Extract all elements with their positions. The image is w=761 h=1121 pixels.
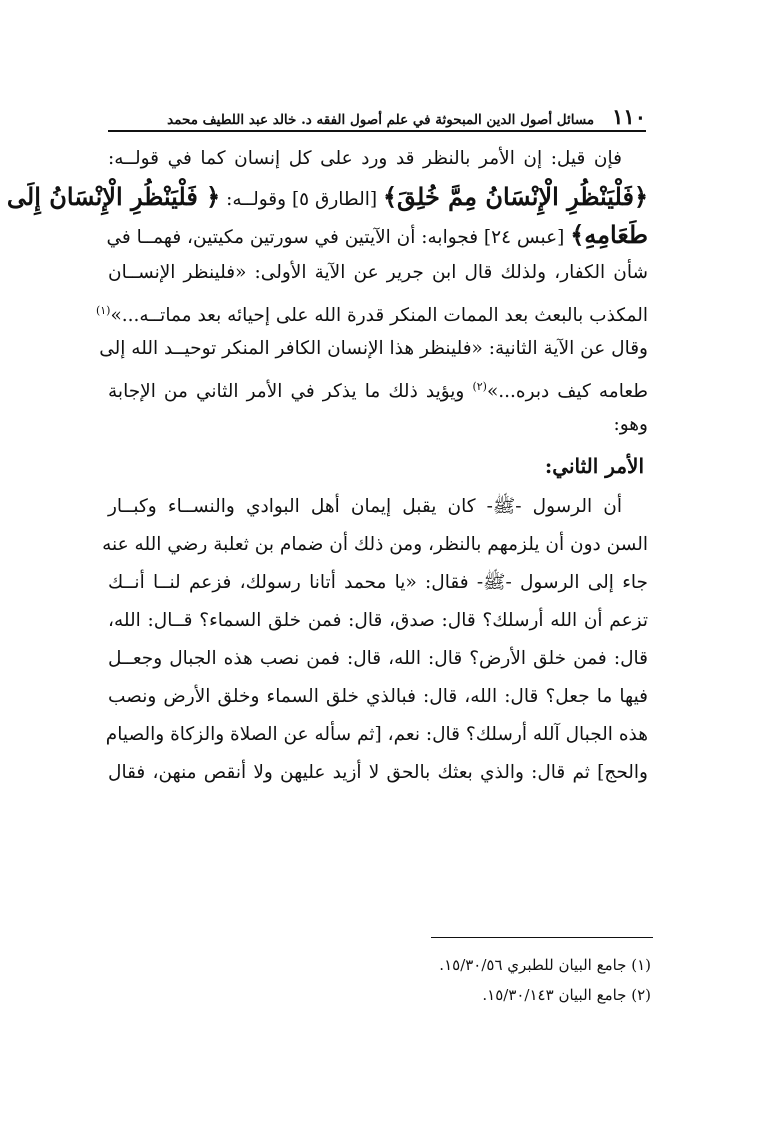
text-line: وقال عن الآية الثانية: «فلينظر هذا الإنسان الكافر المنكر توحيــد الله إلى (99, 338, 648, 359)
text-segment: [الطارق ٥] وقولــه: (220, 189, 383, 210)
text-segment: طعامه كيف دبره...» (486, 381, 648, 403)
footnote-ref: (٢) (472, 380, 487, 393)
text-line: والحج] ثم قال: والذي بعثك بالحق لا أزيد عليهن ولا أنقص منهن، فقال (108, 762, 648, 783)
text-line (108, 216, 648, 254)
text-line (6, 178, 648, 216)
section-heading: الأمر الثاني: (544, 454, 644, 478)
header-rule (108, 130, 646, 132)
text-segment: ويؤيد ذلك ما يذكر في الأمر الثاني من الإجابة (108, 381, 473, 403)
body-text (6, 140, 648, 792)
quran-verse: ﴿فَلْيَنْظُرِ الْإِنْسَانُ مِمَّ خُلِقَ﴾ (382, 182, 648, 211)
text-line: جاء إلى الرسول -ﷺ- فقال: «يا محمد أتانا رسولك، فزعم لنــا أنــك (108, 572, 648, 593)
footnote: (١) جامع البيان للطبري ١٥/٣٠/٥٦. (439, 956, 651, 974)
header-title: مسائل أصول الدين المبحوثة في علم أصول الفقه د. خالد عبد اللطيف محمد (167, 112, 595, 128)
text-line (95, 292, 648, 330)
footnote-ref: (١) (95, 304, 111, 317)
text-line: قال: فمن خلق الأرض؟ قال: الله، قال: فمن نصب هذه الجبال وجعــل (108, 648, 648, 669)
text-segment: المكذب بالبعث بعد الممات المنكر قدرة الله على إحيائه بعد مماتــه...» (110, 305, 648, 327)
text-line: وهو: (613, 414, 648, 435)
text-line: تزعم أن الله أرسلك؟ قال: صدق، قال: فمن خلق السماء؟ قــال: الله، (108, 610, 648, 631)
footnotes (111, 950, 651, 1010)
text-line: هذه الجبال آلله أرسلك؟ قال: نعم، [ثم سأله عن الصلاة والزكاة والصيام (105, 724, 648, 745)
footnote-rule (431, 937, 653, 938)
text-line: فيها ما جعل؟ قال: الله، قال: فبالذي خلق السماء وخلق الأرض ونصب (108, 686, 648, 707)
text-segment: [عبس ٢٤] فجوابه: أن الآيتين في سورتين مكيتين، فهمــا في (106, 227, 571, 248)
page-number: ١١٠ (612, 104, 646, 129)
text-line: أن الرسول -ﷺ- كان يقبل إيمان أهل البوادي والنســاء وكبــار (108, 496, 622, 517)
quran-verse: ﴿ فَلْيَنْظُرِ الْإِنْسَانُ إِلَى (6, 182, 221, 211)
text-line: السن دون أن يلزمهم بالنظر، ومن ذلك أن ضمام بن ثعلبة رضي الله عنه (102, 534, 648, 555)
footnote: (٢) جامع البيان ١٥/٣٠/١٤٣. (482, 986, 651, 1004)
text-line (108, 368, 648, 406)
text-line: شأن الكفار، ولذلك قال ابن جرير عن الآية الأولى: «فلينظر الإنســان (108, 262, 648, 283)
text-line: فإن قيل: إن الأمر بالنظر قد ورد على كل إنسان كما في قولــه: (108, 148, 622, 169)
quran-verse: طَعَامِهِ﴾ (570, 220, 648, 249)
running-header (108, 104, 646, 129)
